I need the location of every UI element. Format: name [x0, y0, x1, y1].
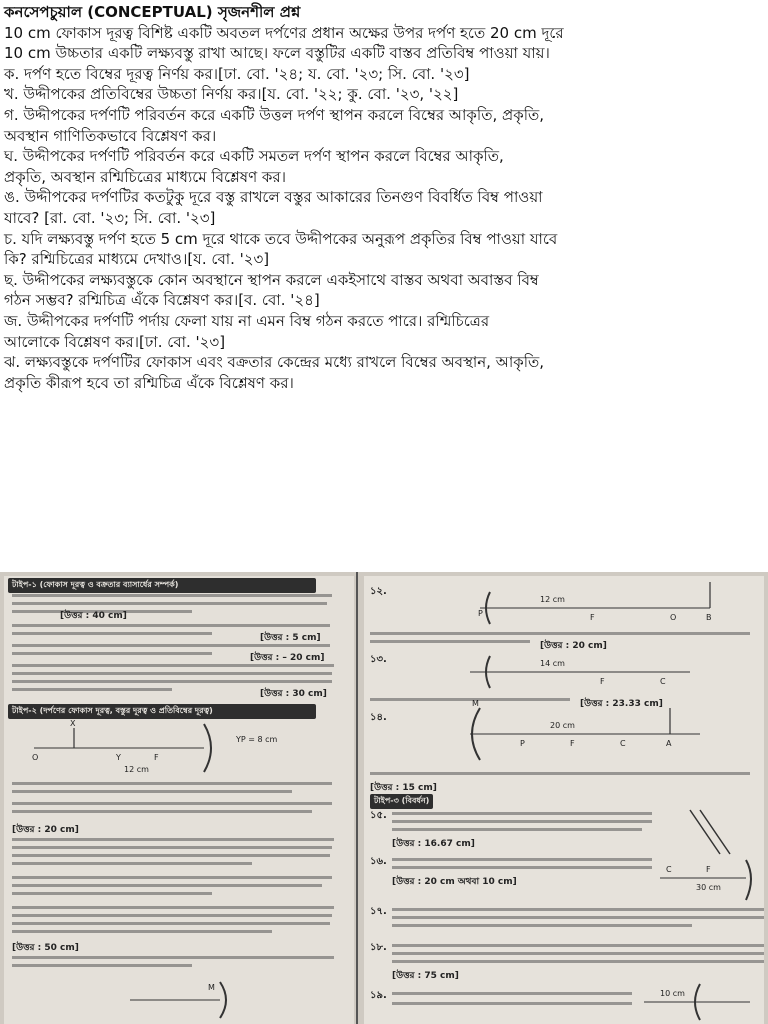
answer-label: [উত্তর : 15 cm]	[370, 783, 437, 793]
scan-text-line	[392, 908, 764, 911]
scanned-book-page	[0, 572, 768, 1024]
scan-text-line	[12, 688, 172, 691]
answer-label: [উত্তর : – 20 cm]	[250, 653, 325, 663]
scan-text-line	[12, 652, 212, 655]
mirror-diagram-12	[470, 578, 750, 628]
lens-sketch	[680, 804, 740, 864]
scan-text-line	[392, 1002, 632, 1005]
question-number: ১৩.	[370, 654, 387, 665]
label-m: M	[208, 983, 215, 992]
question-gha-line-1: ঘ. উদ্দীপকের দর্পণটি পরিবর্তন করে একটি সমতল দর্পণ স্থাপন করলে বিম্বের আকৃতি,	[4, 147, 504, 166]
question-umo-line-1: ঙ. উদ্দীপকের দর্পণটির কতটুকু দূরে বস্তু রাখলে বস্তুর আকারের তিনগুণ বিবর্ধিত বিম্ব পাওয়া	[4, 188, 543, 207]
question-number: ১৪.	[370, 712, 387, 723]
label-f: F	[570, 739, 575, 748]
stimulus-line-2: 10 cm উচ্চতার একটি লক্ষ্যবস্তু রাখা আছে। ফলে বস্তুটির একটি বাস্তব প্রতিবিম্ব পাওয়া যায়।	[4, 44, 550, 63]
scan-text-line	[12, 862, 252, 865]
scan-text-line	[12, 602, 327, 605]
label-10cm: 10 cm	[660, 989, 685, 998]
answer-label: [উত্তর : 20 cm]	[540, 641, 607, 651]
answer-label: [উত্তর : 20 cm]	[12, 825, 79, 835]
question-umo-line-2: যাবে? [রা. বো. '২৩; সি. বো. '২৩]	[4, 208, 216, 227]
scan-text-line	[12, 906, 334, 909]
mirror-diagram-bottom-left	[120, 980, 320, 1020]
scan-text-line	[12, 782, 332, 785]
label-12cm: 12 cm	[124, 765, 149, 774]
scan-text-line	[12, 838, 334, 841]
scan-text-line	[12, 846, 332, 849]
type-3-heading: টাইপ-৩ (বিবর্ধন)	[370, 794, 433, 809]
type-1-heading: টাইপ-১ (ফোকাস দূরত্ব ও বক্রতার ব্যাসার্ধের সম্পর্ক)	[8, 578, 316, 593]
scan-text-line	[12, 790, 292, 793]
scan-text-line	[12, 810, 312, 813]
label-f: F	[590, 613, 595, 622]
question-number: ১৯.	[370, 990, 387, 1001]
label-f: F	[154, 753, 159, 762]
question-ga-line-2: অবস্থান গাণিতিকভাবে বিশ্লেষণ কর।	[4, 126, 217, 145]
question-ja-line-1: জ. উদ্দীপকের দর্পণটি পর্দায় ফেলা যায় না এমন বিম্ব গঠন করতে পারে। রশ্মিচিত্রের	[4, 311, 490, 330]
scan-text-line	[392, 858, 652, 861]
scan-text-line	[392, 992, 632, 995]
answer-label: [উত্তর : 16.67 cm]	[392, 839, 475, 849]
question-number: ১৮.	[370, 942, 387, 953]
scan-text-line	[12, 802, 332, 805]
scan-text-line	[12, 680, 332, 683]
label-f: F	[600, 677, 605, 686]
type-2-heading: টাইপ-২ (দর্পণের ফোকাস দূরত্ব, বস্তুর দূরত্ব ও প্রতিবিম্বের দূরত্ব)	[8, 704, 316, 719]
scan-text-line	[12, 892, 212, 895]
label-x: X	[70, 719, 76, 728]
question-cha-line-2: কি? রশ্মিচিত্রের মাধ্যমে দেখাও।[য. বো. '২৩]	[4, 250, 270, 269]
scan-text-line	[392, 924, 692, 927]
scan-text-line	[12, 956, 334, 959]
label-o: O	[670, 613, 677, 622]
scan-text-line	[12, 594, 332, 597]
question-chha-line-2: গঠন সম্ভব? রশ্মিচিত্র এঁকে বিশ্লেষণ কর।[ব. বো. '২৪]	[4, 291, 320, 310]
label-b: B	[706, 613, 712, 622]
question-cha-line-1: চ. যদি লক্ষ্যবস্তু দর্পণ হতে 5 cm দূরে থাকে তবে উদ্দীপকের অনুরূপ প্রকৃতির বিম্ব পাওয়া যাবে	[4, 229, 558, 248]
answer-label: [উত্তর : 40 cm]	[60, 611, 127, 621]
scan-text-line	[12, 632, 212, 635]
question-ja-line-2: আলোকে বিশ্লেষণ কর।[ঢা. বো. '২৩]	[4, 332, 226, 351]
question-jha-line-2: প্রকৃতি কীরূপ হবে তা রশ্মিচিত্র এঁকে বিশ্লেষণ কর।	[4, 373, 294, 392]
label-a: A	[666, 739, 672, 748]
scan-text-line	[12, 672, 332, 675]
scan-text-line	[12, 876, 332, 879]
scan-text-line	[392, 952, 764, 955]
scan-text-line	[12, 644, 330, 647]
question-number: ১২.	[370, 586, 387, 597]
question-number: ১৭.	[370, 906, 387, 917]
mirror-diagram-13	[460, 652, 760, 692]
question-number: ১৬.	[370, 856, 387, 867]
label-c: C	[666, 865, 672, 874]
question-gha-line-2: প্রকৃতি, অবস্থান রশ্মিচিত্রের মাধ্যমে বিশ্লেষণ কর।	[4, 167, 287, 186]
mirror-diagram-16	[656, 856, 766, 906]
label-p: P	[478, 609, 483, 618]
scan-text-line	[392, 944, 764, 947]
label-c: C	[660, 677, 666, 686]
label-30cm: 30 cm	[696, 883, 721, 892]
scan-text-line	[12, 964, 192, 967]
label-p: P	[520, 739, 525, 748]
question-number: ১৫.	[370, 810, 387, 821]
question-ka: ক. দর্পণ হতে বিম্বের দূরত্ব নির্ণয় কর।[ঢা. বো. '২৪; য. বো. '২৩; সি. বো. '২৩]	[4, 64, 470, 83]
label-yp: YP = 8 cm	[236, 735, 278, 744]
scan-text-line	[12, 884, 322, 887]
scan-text-line	[392, 828, 642, 831]
label-c: C	[620, 739, 626, 748]
question-jha-line-1: ঝ. লক্ষ্যবস্তুকে দর্পণটির ফোকাস এবং বক্রতার কেন্দ্রের মধ্যে রাখলে বিম্বের অবস্থান, আকৃতি,	[4, 353, 545, 372]
question-block	[4, 2, 764, 393]
scan-text-line	[370, 772, 750, 775]
scan-text-line	[12, 624, 330, 627]
scan-text-line	[370, 640, 530, 643]
scan-text-line	[370, 632, 750, 635]
label-12cm-right: 12 cm	[540, 595, 565, 604]
scan-text-line	[12, 930, 272, 933]
scan-text-line	[12, 922, 330, 925]
question-kha: খ. উদ্দীপকের প্রতিবিম্বের উচ্চতা নির্ণয় কর।[য. বো. '২২; কু. বো. '২৩, '২২]	[4, 85, 459, 104]
scan-text-line	[12, 854, 330, 857]
column-divider	[356, 572, 358, 1024]
label-20cm: 20 cm	[550, 721, 575, 730]
scan-text-line	[12, 914, 332, 917]
mirror-diagram-19	[640, 982, 760, 1022]
scan-text-line	[392, 916, 764, 919]
stimulus-line-1: 10 cm ফোকাস দূরত্ব বিশিষ্ট একটি অবতল দর্পণের প্রধান অক্ষের উপর দর্পণ হতে 20 cm দূরে	[4, 23, 564, 42]
scan-text-line	[392, 866, 652, 869]
scan-text-line	[392, 820, 652, 823]
scan-text-line	[12, 664, 334, 667]
label-y: Y	[116, 753, 121, 762]
label-f: F	[706, 865, 711, 874]
answer-label: [উত্তর : 30 cm]	[260, 689, 327, 699]
answer-label: [উত্তর : 75 cm]	[392, 971, 459, 981]
label-14cm: 14 cm	[540, 659, 565, 668]
scan-text-line	[392, 812, 652, 815]
answer-label: [উত্তর : 50 cm]	[12, 943, 79, 953]
mirror-diagram-14	[450, 699, 750, 766]
question-ga-line-1: গ. উদ্দীপকের দর্পণটি পরিবর্তন করে একটি উত্তল দর্পণ স্থাপন করলে বিম্বের আকৃতি, প্রকৃতি,	[4, 105, 545, 124]
label-m: M	[472, 699, 479, 708]
section-heading: কনসেপচুয়াল (CONCEPTUAL) সৃজনশীল প্রশ্ন	[4, 3, 301, 21]
question-chha-line-1: ছ. উদ্দীপকের লক্ষ্যবস্তুকে কোন অবস্থানে স্থাপন করলে একইসাথে বাস্তব অথবা অবাস্তব বিম্ব	[4, 270, 539, 289]
answer-label: [উত্তর : 23.33 cm]	[580, 699, 663, 709]
answer-label: [উত্তর : 5 cm]	[260, 633, 321, 643]
scan-text-line	[370, 698, 570, 701]
mirror-diagram-left	[4, 718, 354, 778]
scan-text-line	[392, 960, 764, 963]
label-o: O	[32, 753, 39, 762]
answer-label: [উত্তর : 20 cm অথবা 10 cm]	[392, 877, 517, 887]
